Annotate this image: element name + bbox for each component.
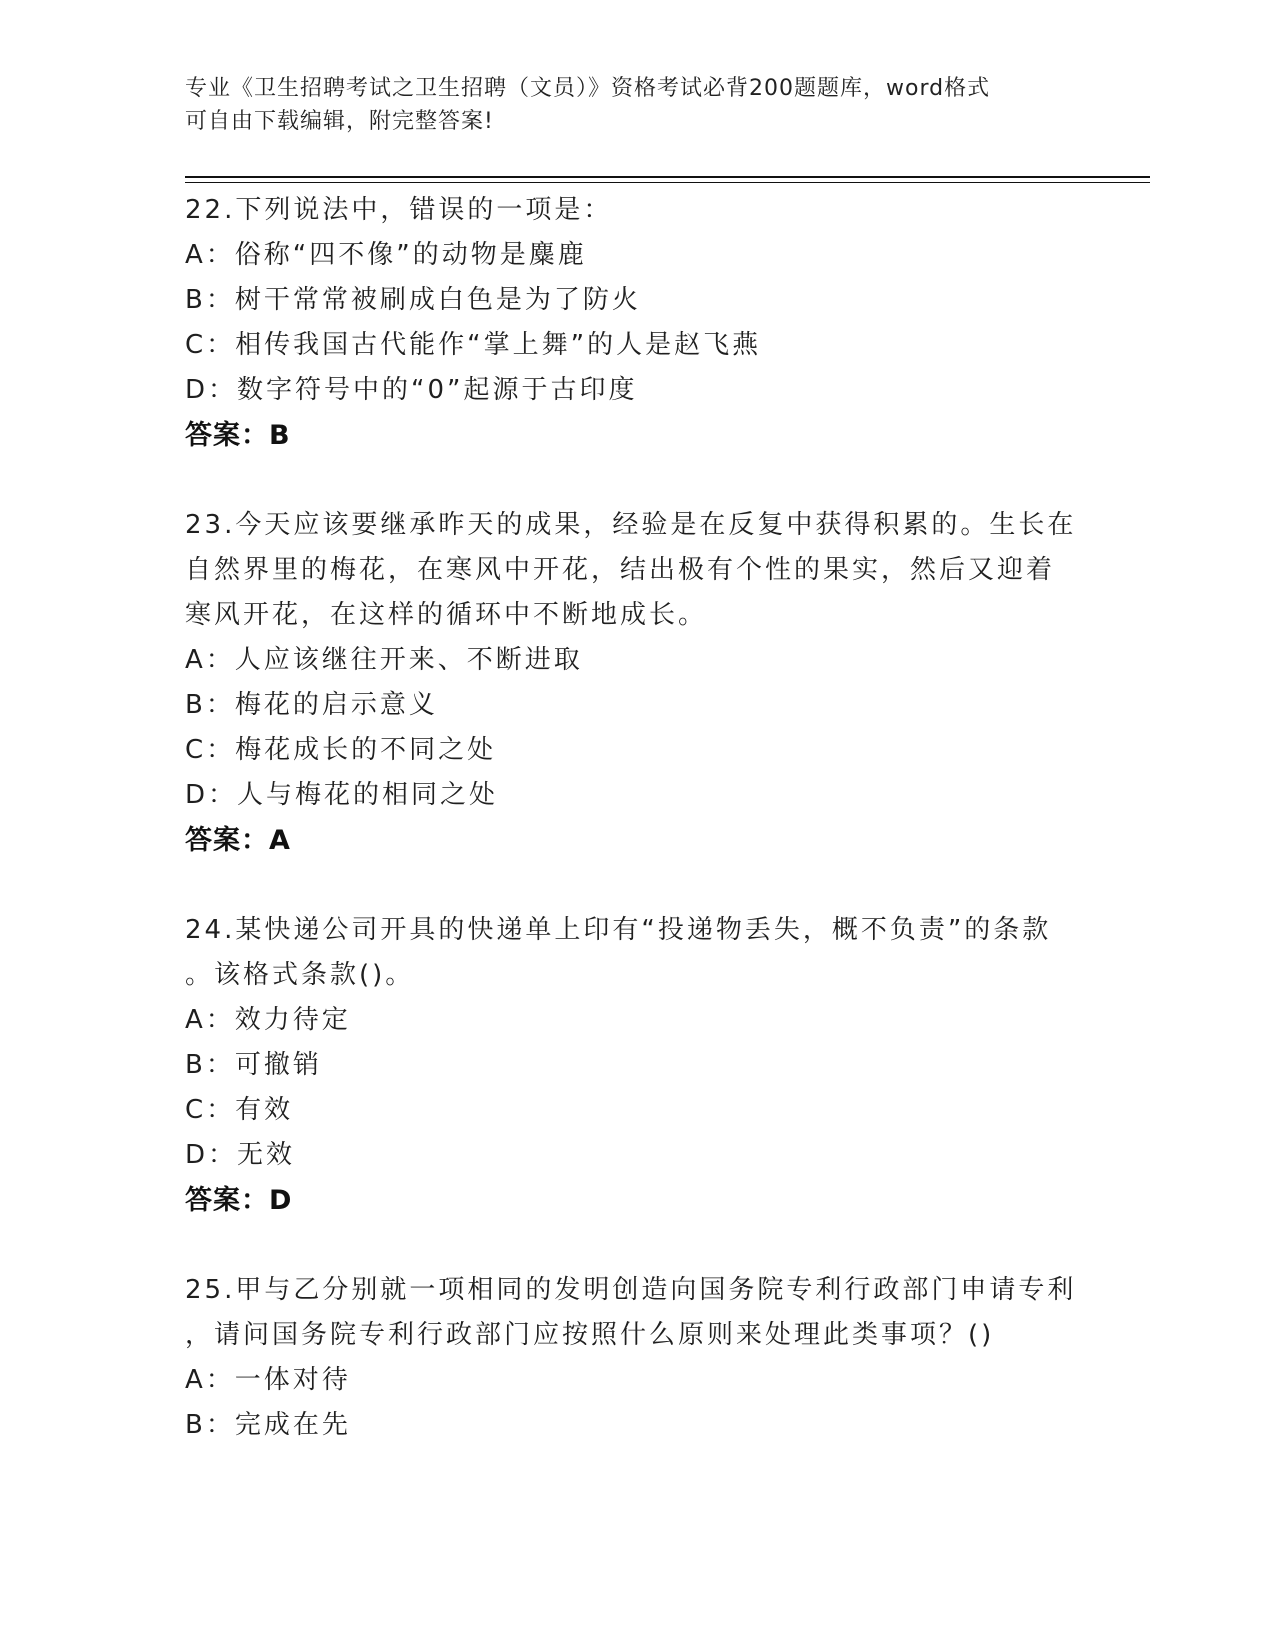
question-24 [185,908,1085,1223]
question-stem-line-1: 23.今天应该要继承昨天的成果，经验是在反复中获得积累的。生长在 [185,510,1077,540]
question-stem-line-3: 寒风开花，在这样的循环中不断地成长。 [185,600,708,630]
question-22 [185,188,1085,458]
question-stem-line-2: ，请问国务院专利行政部门应按照什么原则来处理此类事项？() [185,1320,995,1350]
header-divider-thick [185,176,1150,178]
question-list [185,188,1085,1448]
option-b: B：完成在先 [185,1410,351,1440]
header-line-1: 专业《卫生招聘考试之卫生招聘（文员）》资格考试必背200题题库，word格式 [185,76,991,101]
option-d: D：人与梅花的相同之处 [185,780,499,810]
option-a: A：俗称“四不像”的动物是麋鹿 [185,240,587,270]
question-spacer [185,1223,1085,1268]
option-c: C：梅花成长的不同之处 [185,735,497,765]
header-divider-thin [185,182,1150,183]
answer-line: 答案：A [185,825,291,856]
option-d: D：数字符号中的“0”起源于古印度 [185,375,638,405]
answer-line: 答案：B [185,420,291,451]
question-stem: 22.下列说法中，错误的一项是： [185,195,613,225]
question-stem-line-1: 24.某快递公司开具的快递单上印有“投递物丢失，概不负责”的条款 [185,915,1052,945]
option-a: A：效力待定 [185,1005,351,1035]
option-b: B：梅花的启示意义 [185,690,438,720]
option-a: A：人应该继往开来、不断进取 [185,645,583,675]
question-stem-line-2: 。该格式条款()。 [185,960,415,990]
option-b: B：可撤销 [185,1050,322,1080]
option-a: A：一体对待 [185,1365,351,1395]
question-spacer [185,458,1085,503]
question-23 [185,503,1085,863]
answer-line: 答案：D [185,1185,293,1216]
option-b: B：树干常常被刷成白色是为了防火 [185,285,641,315]
option-c: C：有效 [185,1095,294,1125]
question-spacer [185,863,1085,908]
question-25 [185,1268,1085,1448]
option-c: C：相传我国古代能作“掌上舞”的人是赵飞燕 [185,330,762,360]
document-header [185,72,1065,138]
question-stem-line-2: 自然界里的梅花，在寒风中开花，结出极有个性的果实，然后又迎着 [185,555,1056,585]
question-stem-line-1: 25.甲与乙分别就一项相同的发明创造向国务院专利行政部门申请专利 [185,1275,1077,1305]
option-d: D：无效 [185,1140,296,1170]
header-line-2: 可自由下载编辑，附完整答案! [185,109,494,134]
